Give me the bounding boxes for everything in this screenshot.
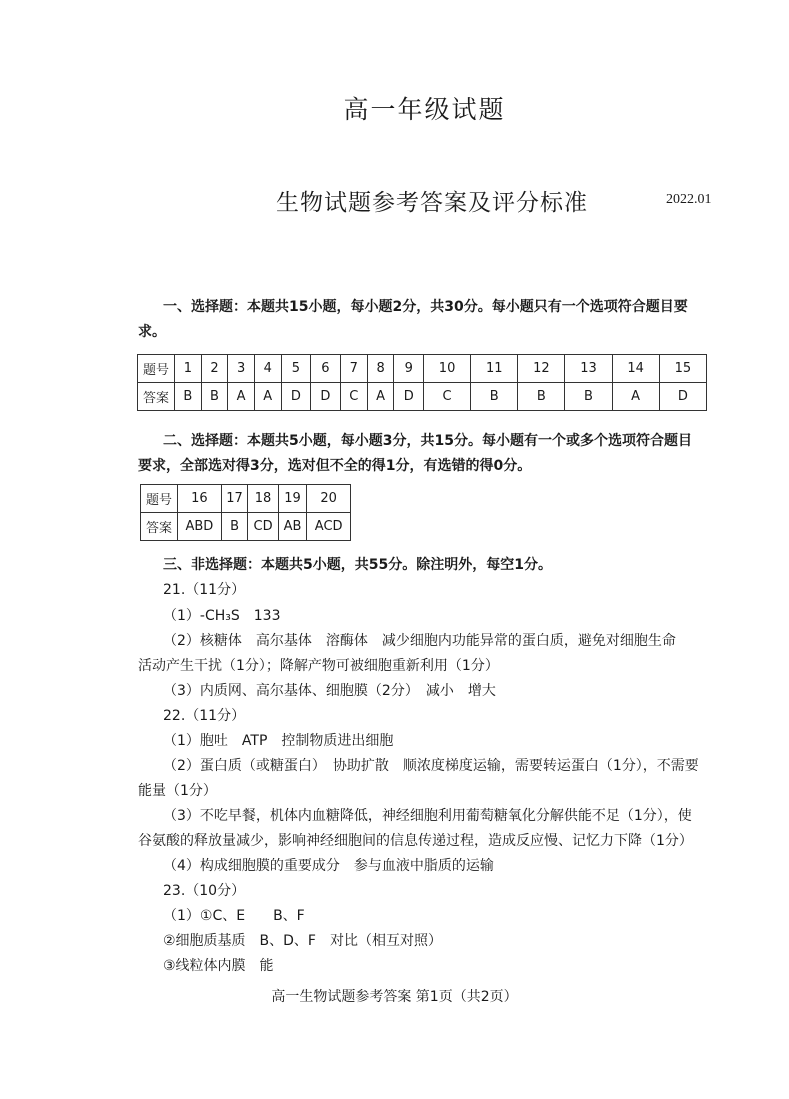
answer-line: （1）-CH₃S 133 — [163, 608, 281, 624]
section2-heading-line2: 要求，全部选对得3分，选对但不全的得1分，有选错的得0分。 — [138, 458, 532, 474]
question-number-cell: 20 — [307, 485, 351, 513]
answer-line: （1）胞吐 ATP 控制物质进出细胞 — [163, 733, 394, 749]
page-footer: 高一生物试题参考答案 第1页（共2页） — [271, 989, 518, 1005]
question-number-cell: 7 — [340, 355, 367, 383]
answer-cell: B — [201, 383, 228, 411]
section2-heading-line1: 二、选择题：本题共5小题，每小题3分，共15分。每小题有一个或多个选项符合题目 — [163, 433, 692, 449]
question-number-cell: 15 — [659, 355, 706, 383]
answer-line: （3）不吃早餐，机体内血糖降低，神经细胞利用葡萄糖氧化分解供能不足（1分），使 — [163, 808, 692, 824]
answer-cell: AB — [278, 513, 307, 541]
section2-answer-table — [140, 484, 351, 541]
question-number-cell: 3 — [228, 355, 255, 383]
answer-cell: B — [471, 383, 518, 411]
page-subtitle: 生物试题参考答案及评分标准 — [276, 190, 588, 216]
question-number-cell: 5 — [281, 355, 311, 383]
question-number-cell: 4 — [254, 355, 281, 383]
answer-line: 22.（11分） — [163, 708, 246, 724]
question-number-cell: 16 — [178, 485, 222, 513]
question-number-cell: 19 — [278, 485, 307, 513]
question-number-cell: 18 — [248, 485, 278, 513]
answer-cell: B — [221, 513, 248, 541]
question-number-cell: 10 — [424, 355, 471, 383]
row-label-question: 题号 — [141, 485, 178, 513]
answer-cell: D — [659, 383, 706, 411]
answer-cell: ABD — [178, 513, 222, 541]
answer-cell: D — [311, 383, 341, 411]
answer-cell: A — [254, 383, 281, 411]
section1-answer-table — [137, 354, 707, 411]
row-label-question: 题号 — [138, 355, 175, 383]
answer-line: （3）内质网、高尔基体、细胞膜（2分） 减小 增大 — [163, 683, 496, 699]
answer-line: 活动产生干扰（1分）；降解产物可被细胞重新利用（1分） — [138, 658, 499, 674]
row-label-answer: 答案 — [141, 513, 178, 541]
answer-cell: D — [394, 383, 424, 411]
answer-cell: B — [175, 383, 202, 411]
question-number-cell: 8 — [367, 355, 394, 383]
answer-cell: ACD — [307, 513, 351, 541]
answer-cell: A — [612, 383, 659, 411]
answer-line: （2）蛋白质（或糖蛋白） 协助扩散 顺浓度梯度运输，需要转运蛋白（1分），不需要 — [163, 758, 699, 774]
question-number-cell: 1 — [175, 355, 202, 383]
answer-cell: D — [281, 383, 311, 411]
exam-date: 2022.01 — [666, 192, 712, 207]
question-number-cell: 12 — [518, 355, 565, 383]
section1-heading-line1: 一、选择题：本题共15小题，每小题2分，共30分。每小题只有一个选项符合题目要 — [163, 299, 688, 315]
section1-heading-line2: 求。 — [138, 324, 166, 340]
answer-cell: B — [565, 383, 612, 411]
question-number-cell: 9 — [394, 355, 424, 383]
answer-line: （1）①C、E B、F — [163, 908, 305, 924]
answer-line: ③线粒体内膜 能 — [163, 958, 274, 974]
question-number-cell: 2 — [201, 355, 228, 383]
answer-cell: C — [340, 383, 367, 411]
question-number-cell: 11 — [471, 355, 518, 383]
answer-line: 21.（11分） — [163, 582, 246, 598]
answer-line: 能量（1分） — [138, 783, 217, 799]
answer-cell: B — [518, 383, 565, 411]
row-label-answer: 答案 — [138, 383, 175, 411]
answer-line: ②细胞质基质 B、D、F 对比（相互对照） — [163, 933, 442, 949]
question-number-cell: 13 — [565, 355, 612, 383]
answer-cell: C — [424, 383, 471, 411]
answer-line: （4）构成细胞膜的重要成分 参与血液中脂质的运输 — [163, 858, 494, 874]
question-number-cell: 6 — [311, 355, 341, 383]
question-number-cell: 17 — [221, 485, 248, 513]
page-title: 高一年级试题 — [343, 95, 506, 124]
answer-line: 谷氨酸的释放量减少，影响神经细胞间的信息传递过程，造成反应慢、记忆力下降（1分） — [138, 833, 693, 849]
section3-heading: 三、非选择题：本题共5小题，共55分。除注明外，每空1分。 — [163, 557, 552, 573]
answer-line: 23.（10分） — [163, 883, 246, 899]
answer-line: （2）核糖体 高尔基体 溶酶体 减少细胞内功能异常的蛋白质，避免对细胞生命 — [163, 633, 676, 649]
answer-cell: CD — [248, 513, 278, 541]
answer-cell: A — [228, 383, 255, 411]
answer-cell: A — [367, 383, 394, 411]
question-number-cell: 14 — [612, 355, 659, 383]
